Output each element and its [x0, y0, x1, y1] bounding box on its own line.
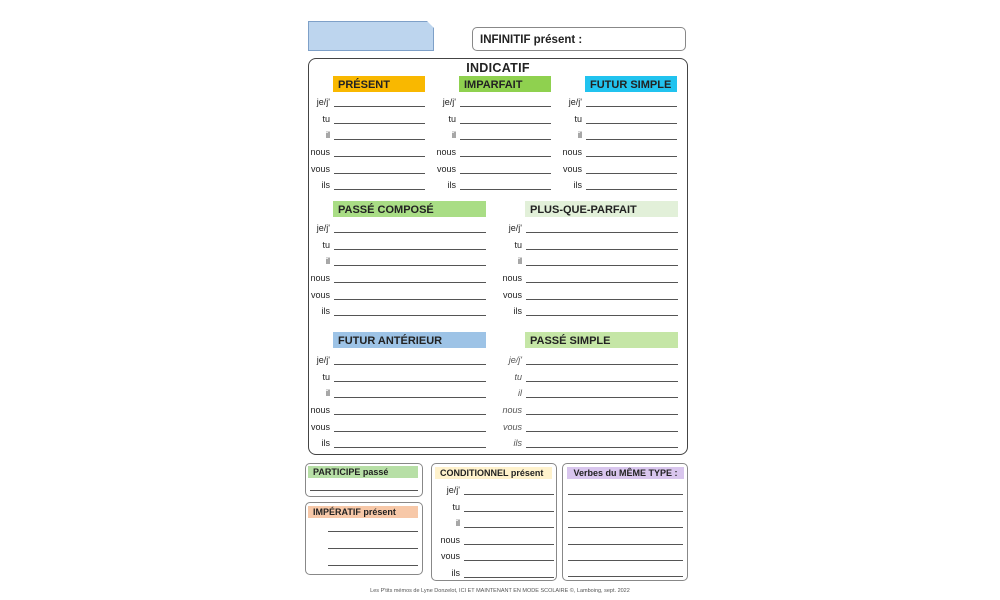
- pronoun-label: je/j': [508, 223, 522, 233]
- pronoun-label: nous: [310, 147, 330, 157]
- conjugation-line[interactable]: [586, 156, 677, 157]
- pronoun-label: nous: [502, 273, 522, 283]
- pronoun-label: il: [326, 388, 330, 398]
- conjugation-line[interactable]: [334, 265, 486, 266]
- pronoun-label: vous: [502, 422, 522, 432]
- conjugation-line[interactable]: [334, 106, 425, 107]
- pronoun-label: vous: [436, 164, 456, 174]
- pronoun-label: nous: [436, 147, 456, 157]
- conditionnel-header: CONDITIONNEL présent: [435, 467, 552, 479]
- conjugation-line[interactable]: [586, 123, 677, 124]
- pronoun-label: ils: [447, 180, 456, 190]
- conjugation-line[interactable]: [526, 397, 678, 398]
- imperatif-line[interactable]: [328, 531, 418, 532]
- pronoun-label: il: [456, 518, 460, 528]
- participe-header: PARTICIPE passé: [308, 466, 418, 478]
- conjugation-line[interactable]: [526, 249, 678, 250]
- pronoun-label: il: [518, 388, 522, 398]
- pronoun-label: tu: [322, 114, 330, 124]
- pronoun-label: nous: [562, 147, 582, 157]
- pronoun-label: ils: [321, 180, 330, 190]
- pronoun-label: je/j': [316, 97, 330, 107]
- conjugation-line[interactable]: [526, 265, 678, 266]
- infinitif-field[interactable]: [472, 27, 686, 51]
- conjugation-line[interactable]: [334, 282, 486, 283]
- imperatif-line[interactable]: [328, 565, 418, 566]
- pronoun-label: vous: [310, 164, 330, 174]
- pronoun-label: tu: [448, 114, 456, 124]
- pronoun-label: je/j': [316, 223, 330, 233]
- conjugation-line[interactable]: [460, 106, 551, 107]
- participe-line[interactable]: [310, 490, 418, 491]
- pronoun-label: nous: [440, 535, 460, 545]
- tense-header-present: PRÉSENT: [333, 76, 425, 92]
- pronoun-label: vous: [562, 164, 582, 174]
- tense-header-passe-simple: PASSÉ SIMPLE: [525, 332, 678, 348]
- pronoun-label: il: [326, 256, 330, 266]
- conjugation-line[interactable]: [334, 431, 486, 432]
- pronoun-label: tu: [514, 240, 522, 250]
- pronoun-label: nous: [310, 405, 330, 415]
- title-tag: [308, 21, 434, 51]
- conjugation-line[interactable]: [334, 381, 486, 382]
- conjugation-line[interactable]: [334, 156, 425, 157]
- pronoun-label: ils: [513, 438, 522, 448]
- conjugation-line[interactable]: [334, 397, 486, 398]
- conjugation-line[interactable]: [334, 139, 425, 140]
- conjugation-line[interactable]: [526, 364, 678, 365]
- conjugation-line[interactable]: [586, 139, 677, 140]
- pronoun-label: ils: [513, 306, 522, 316]
- pronoun-label: vous: [310, 422, 330, 432]
- tense-header-futur-simple: FUTUR SIMPLE: [585, 76, 677, 92]
- conjugation-line[interactable]: [334, 123, 425, 124]
- infinitif-label: INFINITIF présent :: [480, 34, 583, 46]
- conjugation-line[interactable]: [526, 232, 678, 233]
- pronoun-label: nous: [502, 405, 522, 415]
- conjugation-line[interactable]: [334, 189, 425, 190]
- conjugation-line[interactable]: [526, 447, 678, 448]
- imperatif-line[interactable]: [328, 548, 418, 549]
- footer-credit: Les P'tits mémos de Lyne Donzelot, ICI ET MAINTENANT EN MODE SCOLAIRE ©, Lamboing, sept. 2022: [370, 588, 630, 594]
- conjugation-line[interactable]: [586, 173, 677, 174]
- conjugation-line[interactable]: [334, 249, 486, 250]
- conjugation-line[interactable]: [526, 381, 678, 382]
- conjugation-line[interactable]: [460, 189, 551, 190]
- pronoun-label: tu: [322, 240, 330, 250]
- conjugation-line[interactable]: [460, 173, 551, 174]
- pronoun-label: il: [518, 256, 522, 266]
- pronoun-label: tu: [574, 114, 582, 124]
- pronoun-label: vous: [310, 290, 330, 300]
- conjugation-line[interactable]: [460, 156, 551, 157]
- conjugation-line[interactable]: [526, 282, 678, 283]
- pronoun-label: tu: [514, 372, 522, 382]
- tense-header-plus-que-parfait: PLUS-QUE-PARFAIT: [525, 201, 678, 217]
- conjugation-line[interactable]: [460, 123, 551, 124]
- pronoun-label: il: [326, 130, 330, 140]
- pronoun-label: tu: [322, 372, 330, 382]
- tense-header-imparfait: IMPARFAIT: [459, 76, 551, 92]
- pronoun-label: vous: [502, 290, 522, 300]
- conjugation-line[interactable]: [334, 364, 486, 365]
- pronoun-label: ils: [451, 568, 460, 578]
- conjugation-line[interactable]: [334, 173, 425, 174]
- pronoun-label: je/j': [568, 97, 582, 107]
- tense-header-passe-compose: PASSÉ COMPOSÉ: [333, 201, 486, 217]
- conjugation-line[interactable]: [334, 315, 486, 316]
- pronoun-label: je/j': [446, 485, 460, 495]
- pronoun-label: vous: [440, 551, 460, 561]
- verbes-header: Verbes du MÊME TYPE :: [567, 467, 684, 479]
- conjugation-line[interactable]: [586, 106, 677, 107]
- pronoun-label: ils: [321, 438, 330, 448]
- pronoun-label: ils: [573, 180, 582, 190]
- conjugation-line[interactable]: [586, 189, 677, 190]
- imperatif-header: IMPÉRATIF présent: [308, 506, 418, 518]
- pronoun-label: il: [452, 130, 456, 140]
- pronoun-label: tu: [452, 502, 460, 512]
- pronoun-label: il: [578, 130, 582, 140]
- pronoun-label: je/j': [442, 97, 456, 107]
- conjugation-line[interactable]: [460, 139, 551, 140]
- pronoun-label: je/j': [316, 355, 330, 365]
- conjugation-line[interactable]: [526, 431, 678, 432]
- conjugation-line[interactable]: [526, 315, 678, 316]
- conditionnel-box: [431, 463, 557, 581]
- conjugation-line[interactable]: [334, 414, 486, 415]
- conjugation-line[interactable]: [526, 299, 678, 300]
- conjugation-line[interactable]: [334, 232, 486, 233]
- conjugation-line[interactable]: [334, 299, 486, 300]
- pronoun-label: nous: [310, 273, 330, 283]
- conjugation-line[interactable]: [526, 414, 678, 415]
- indicatif-panel: [308, 58, 688, 455]
- indicatif-title: INDICATIF: [466, 61, 530, 75]
- conjugation-line[interactable]: [334, 447, 486, 448]
- tense-header-futur-anterieur: FUTUR ANTÉRIEUR: [333, 332, 486, 348]
- pronoun-label: je/j': [508, 355, 522, 365]
- verbes-box: [562, 463, 688, 581]
- pronoun-label: ils: [321, 306, 330, 316]
